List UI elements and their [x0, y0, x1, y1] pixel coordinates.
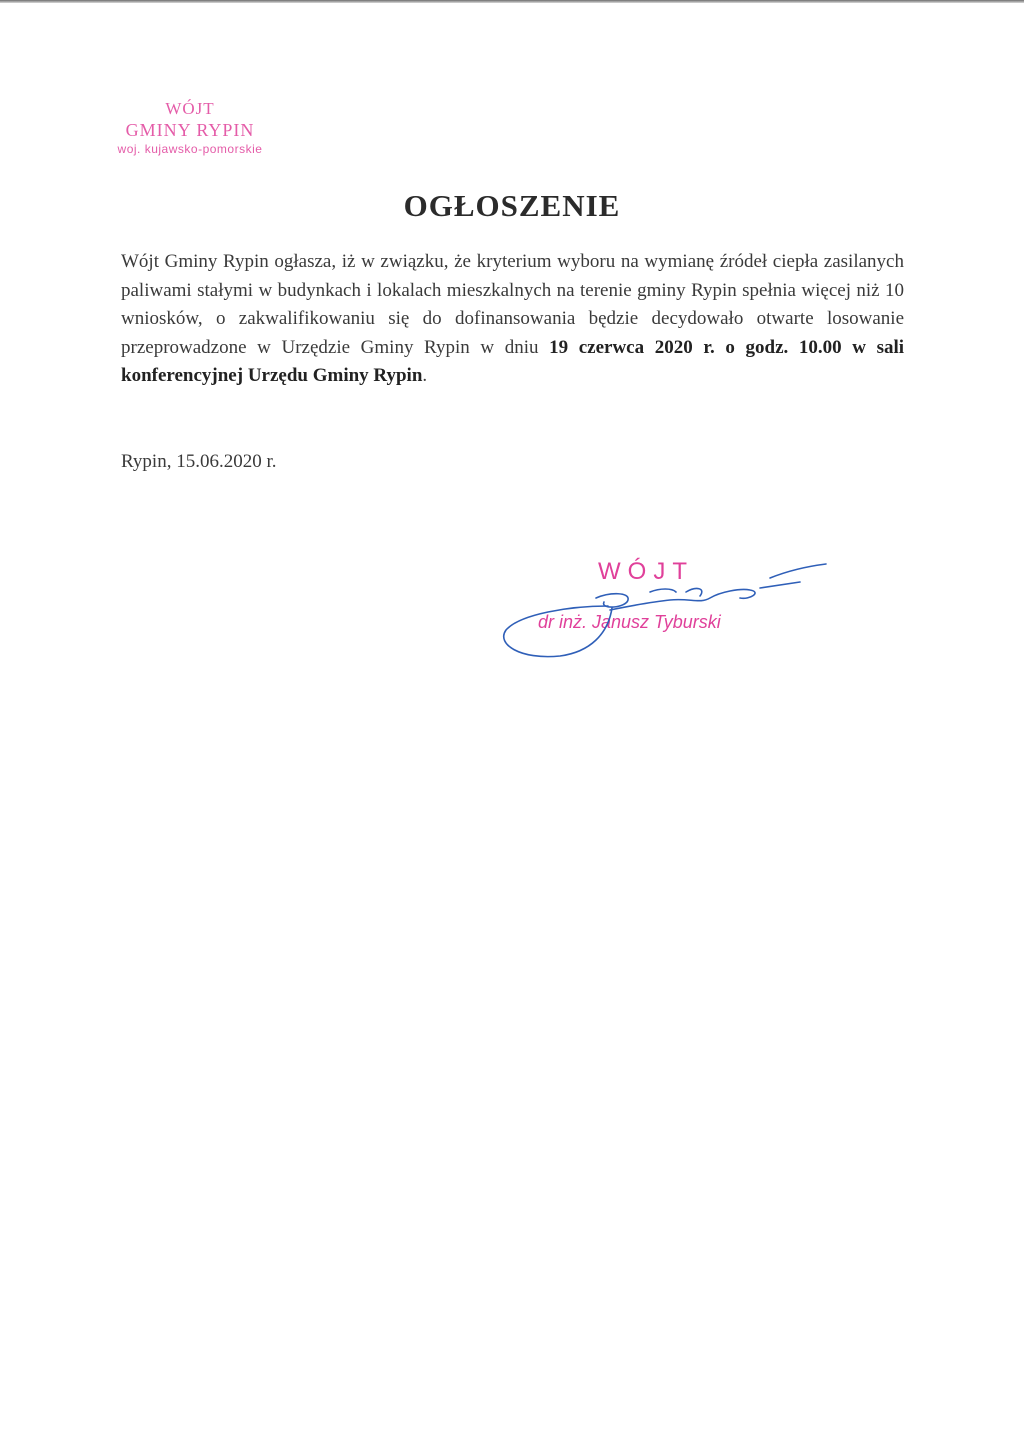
event-details: 19 czerwca 2020 r. o godz. 10.00 w sali konferencyjnej Urzędu Gminy Rypin [121, 336, 905, 387]
signature-block [500, 548, 830, 668]
body-paragraph: Wójt Gminy Rypin ogłasza, iż w związku, że kryterium wyboru na wymianę źródeł ciepła zasilanych paliwami stałymi w budynkach i lokalach mieszkalnych na terenie gminy Rypin spełnia więcej niż 10 wniosków, o zakwalifikowaniu się do dofinansowania będzie decydowało otwarte losowanie przeprowadzone w Urzędzie Gminy Rypin w dniu [121, 251, 904, 358]
handwritten-signature-icon [500, 548, 830, 668]
document-title: OGŁOSZENIE [403, 188, 621, 223]
announcement-body [121, 248, 904, 391]
body-end: . [422, 365, 428, 387]
stamp-line-1: WÓJT [165, 99, 215, 118]
place-date: Rypin, 15.06.2020 r. [121, 451, 277, 472]
stamp-line-3: woj. kujawsko-pomorskie [117, 142, 263, 156]
stamp-line-2: GMINY RYPIN [125, 120, 255, 140]
signature-name: dr inż. Janusz Tyburski [538, 612, 721, 632]
official-stamp [90, 98, 290, 157]
scan-edge [0, 0, 1024, 3]
signature-title: WÓJT [598, 558, 694, 585]
